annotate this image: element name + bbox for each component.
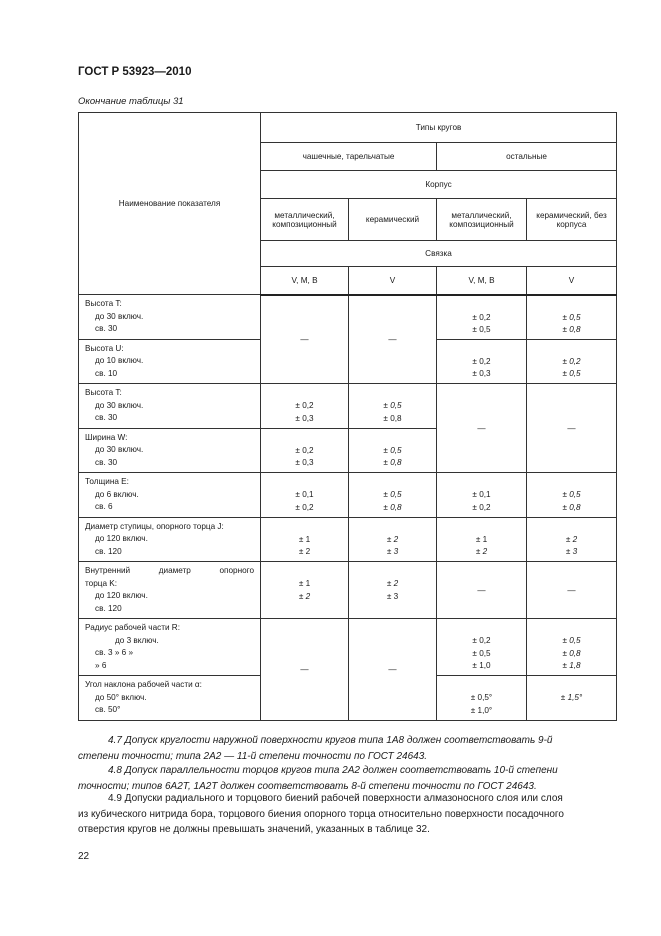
group-cup-header: чашечные, тарельчатые: [261, 143, 437, 171]
bond-type-header: V, M, B: [437, 267, 527, 295]
paragraph-4-7: 4.7 Допуск круглости наружной поверхности кругов типа 1А8 должен соответствовать 9-й степени точности; типа 2А2 — 11-й степени точности по ГОСТ 24643.: [78, 735, 553, 762]
value-cell: ± 0,2 ± 0,5: [437, 295, 527, 340]
table-row: [79, 517, 617, 562]
group-other-header: остальные: [437, 143, 617, 171]
table-row: [79, 295, 617, 340]
body-type-header: металлический, композиционный: [437, 199, 527, 241]
value-cell: ± 0,2 ± 0,5: [527, 339, 617, 384]
paragraph-4-8: 4.8 Допуск параллельности торцов кругов типа 2А2 должен соответствовать 10-й степени точности; типов 6А2Т, 1А2Т должен соответствовать 8-й степени точности по ГОСТ 24643.: [78, 765, 558, 792]
param-cell: Угол наклона рабочей части α: до 50° включ. св. 50°: [79, 676, 261, 721]
table-caption: Окончание таблицы 31: [78, 96, 184, 107]
value-cell: ± 1 ± 2: [261, 517, 349, 562]
dash-cell: —: [349, 295, 437, 384]
value-cell: ± 0,2 ± 0,3: [261, 384, 349, 429]
value-cell: ± 0,5 ± 0,8: [527, 473, 617, 518]
dash-cell: —: [527, 562, 617, 619]
param-cell: Высота T: до 30 включ. св. 30: [79, 295, 261, 340]
tolerance-table: [78, 112, 617, 721]
table-row: [79, 384, 617, 429]
value-cell: ± 0,2 ± 0,3: [261, 428, 349, 473]
body-type-header: керамический: [349, 199, 437, 241]
value-cell: ± 0,5 ± 0,8: [527, 295, 617, 340]
param-cell: Высота T: до 30 включ. св. 30: [79, 384, 261, 429]
value-cell: ± 0,1 ± 0,2: [437, 473, 527, 518]
dash-cell: —: [437, 384, 527, 473]
bond-type-header: V: [527, 267, 617, 295]
value-cell: ± 0,1 ± 0,2: [261, 473, 349, 518]
bond-header: Связка: [261, 241, 617, 267]
dash-cell: —: [437, 562, 527, 619]
param-cell: Толщина E: до 6 включ. св. 6: [79, 473, 261, 518]
value-cell: ± 0,5 ± 0,8: [349, 473, 437, 518]
value-cell: ± 0,5° ± 1,0°: [437, 676, 527, 721]
standard-title: ГОСТ Р 53923—2010: [78, 66, 192, 78]
param-name-header: Наименование показателя: [79, 113, 261, 295]
param-cell: Диаметр ступицы, опорного торца J: до 120 включ. св. 120: [79, 517, 261, 562]
value-cell: ± 0,5 ± 0,8: [349, 428, 437, 473]
value-cell: ± 1 ± 2: [261, 562, 349, 619]
page-number: 22: [78, 851, 90, 862]
table-row: [79, 562, 617, 619]
dash-cell: —: [261, 295, 349, 384]
param-cell: Ширина W: до 30 включ. св. 30: [79, 428, 261, 473]
body-type-header: металлический, композиционный: [261, 199, 349, 241]
param-cell: Высота U: до 10 включ. св. 10: [79, 339, 261, 384]
dash-cell: —: [527, 384, 617, 473]
paragraph-4-9: 4.9 Допуски радиального и торцового биений рабочей поверхности алмазоносного слоя или слоя из кубического нитрида бора, торцового биения опорного торца относительно поверхности посадочного отверстия кругов не должны превышать значений, указанных в таблице 32.: [78, 793, 564, 835]
bond-type-header: V, M, B: [261, 267, 349, 295]
dash-cell: —: [349, 619, 437, 721]
body-type-header: керамический, без корпуса: [527, 199, 617, 241]
value-cell: ± 0,2 ± 0,3: [437, 339, 527, 384]
table-row: [79, 619, 617, 676]
dash-cell: —: [261, 619, 349, 721]
bond-type-header: V: [349, 267, 437, 295]
param-cell: Внутренний диаметр опорного торца K: до 120 включ. св. 120: [79, 562, 261, 619]
wheel-types-header: Типы кругов: [261, 113, 617, 143]
table-row: [79, 473, 617, 518]
value-cell: ± 1 ± 2: [437, 517, 527, 562]
value-cell: ± 0,2 ± 0,5 ± 1,0: [437, 619, 527, 676]
value-cell: ± 2 ± 3: [349, 517, 437, 562]
value-cell: ± 0,5 ± 0,8: [349, 384, 437, 429]
value-cell: ± 0,5 ± 0,8 ± 1,8: [527, 619, 617, 676]
param-cell: Радиус рабочей части R: до 3 включ. св. 3 » 6 » » 6: [79, 619, 261, 676]
value-cell: ± 1,5°: [527, 676, 617, 721]
body-header: Корпус: [261, 171, 617, 199]
value-cell: ± 2 ± 3: [527, 517, 617, 562]
value-cell: ± 2 ± 3: [349, 562, 437, 619]
